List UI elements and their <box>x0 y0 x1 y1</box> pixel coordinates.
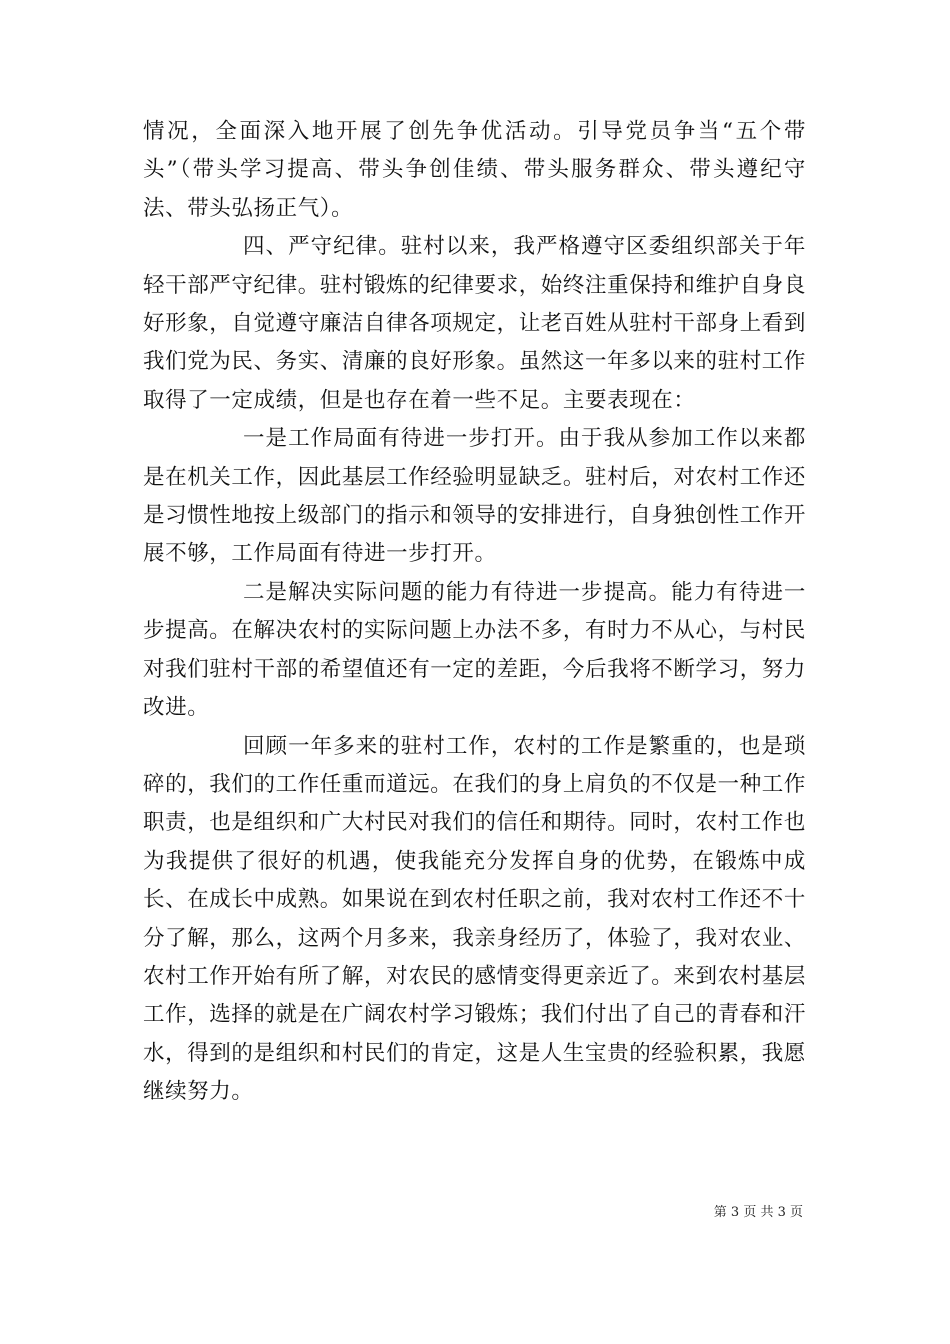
paragraph-shortcoming-two: 二是解决实际问题的能力有待进一步提高。能力有待进一步提高。在解决农村的实际问题上办法不多，有时力不从心，与村民对我们驻村干部的希望值还有一定的差距，今后我将不断学习，努力改进。 <box>143 579 807 721</box>
document-body <box>143 113 806 1112</box>
paragraph-intro-continued: 情况，全面深入地开展了创先争优活动。引导党员争当“五个带头”（带头学习提高、带头争创佳绩、带头服务群众、带头遵纪守法、带头弘扬正气）。 <box>143 119 806 221</box>
paragraph-review: 回顾一年多来的驻村工作，农村的工作是繁重的，也是琐碎的，我们的工作任重而道远。在我们的身上肩负的不仅是一种工作职责，也是组织和广大村民对我们的信任和期待。同时，农村工作也为我提供了很好的机遇，使我能充分发挥自身的优势，在锻炼中成长、在成长中成熟。如果说在到农村任职之前，我对农村工作还不十分了解，那么，这两个月多来，我亲身经历了，体验了，我对农业、农村工作开始有所了解，对农民的感情变得更亲近了。来到农村基层工作，选择的就是在广阔农村学习锻炼；我们付出了自己的青春和汗水，得到的是组织和村民们的肯定，这是人生宝贵的经验积累，我愿继续努力。 <box>143 733 807 1105</box>
paragraph-shortcoming-one: 一是工作局面有待进一步打开。由于我从参加工作以来都是在机关工作，因此基层工作经验明显缺乏。驻村后，对农村工作还是习惯性地按上级部门的指示和领导的安排进行，自身独创性工作开展不够，工作局面有待进一步打开。 <box>143 426 807 567</box>
paragraph-discipline: 四、严守纪律。驻村以来，我严格遵守区委组织部关于年轻干部严守纪律。驻村锻炼的纪律要求，始终注重保持和维护自身良好形象，自觉遵守廉洁自律各项规定，让老百姓从驻村干部身上看到我们党为民、务实、清廉的良好形象。虽然这一年多以来的驻村工作取得了一定成绩，但是也存在着一些不足。主要表现在： <box>143 234 807 413</box>
page-number-footer: 第 3 页 共 3 页 <box>713 1205 803 1220</box>
